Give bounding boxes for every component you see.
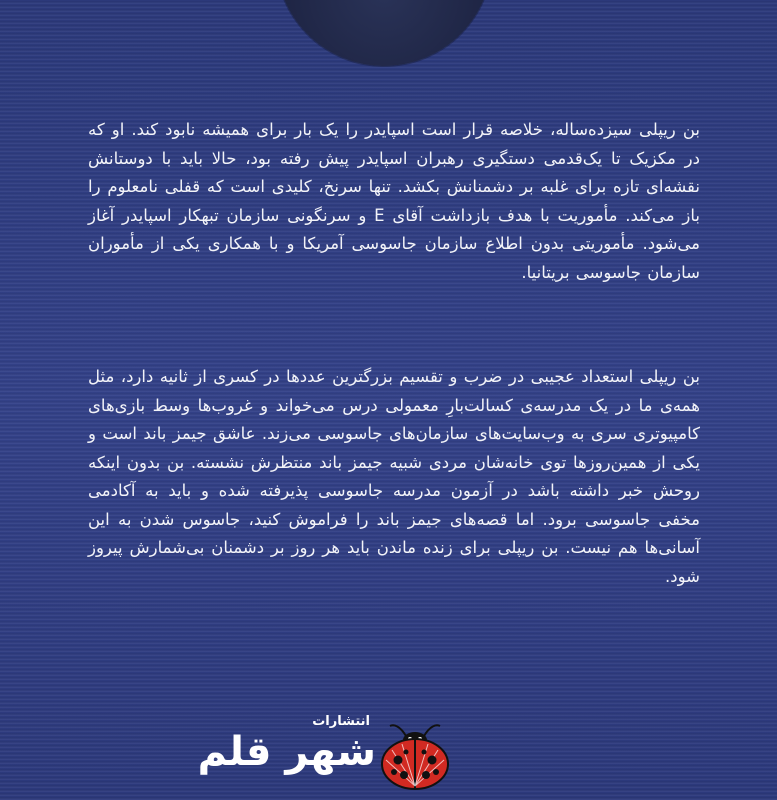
publisher-logo — [197, 700, 466, 800]
publisher-name: شهر قلم — [197, 729, 376, 775]
blurb-paragraph-1 — [88, 116, 700, 287]
ladybug-icon — [376, 720, 454, 792]
blurb-paragraph-1-text: بن ریپلی سیزده‌ساله، خلاصه قرار است اسپایدر را یک بار برای همیشه نابود کند. او که در مکزیک تا یک‌قدمی دستگیری رهبران اسپایدر پیش رفته بود، حالا باید با دوستانش نقشه‌ای تازه برای غلبه بر دشمنانش بکشد. تنها سرنخ، کلیدی است که قفلی نامعلوم را باز می‌کند. مأموریت با هدف بازداشت آقای E و سرنگونی سازمان تبهکار اسپایدر آغاز می‌شود. مأموریتی بدون اطلاع سازمان جاسوسی آمریکا و با همکاری یکی از مأموران سازمان جاسوسی بریتانیا. — [88, 120, 701, 282]
publisher-small-label: انتشارات — [312, 714, 370, 729]
blurb-paragraph-2 — [88, 363, 700, 591]
publisher-wordmark — [197, 700, 376, 800]
blurb-paragraph-2-text: بن ریپلی استعداد عجیبی در ضرب و تقسیم بزرگترین عددها در کسری از ثانیه دارد، مثل همه‌ی ما در یک مدرسه‌ی کسالت‌بارِ معمولی درس می‌خواند و غروب‌ها وسط بازی‌های کامپیوتری سری به وب‌سایت‌های سازمان‌های جاسوسی می‌زند. عاشق جیمز باند است و یکی از همین‌روزها توی خانه‌شان مردی شبیه جیمز باند منتظرش نشسته. بن بدون اینکه روحش خبر داشته باشد در آزمون مدرسه جاسوسی پذیرفته شده و باید به آکادمی مخفی جاسوسی برود. اما قصه‌های جیمز باند را فراموش کنید، جاسوس شدن به این آسانی‌ها هم نیست. بن ریپلی برای زنده ماندن باید هر روز بر دشمنان بی‌شمارش پیروز شود. — [88, 367, 700, 586]
cover-circle-graphic — [276, 0, 492, 66]
